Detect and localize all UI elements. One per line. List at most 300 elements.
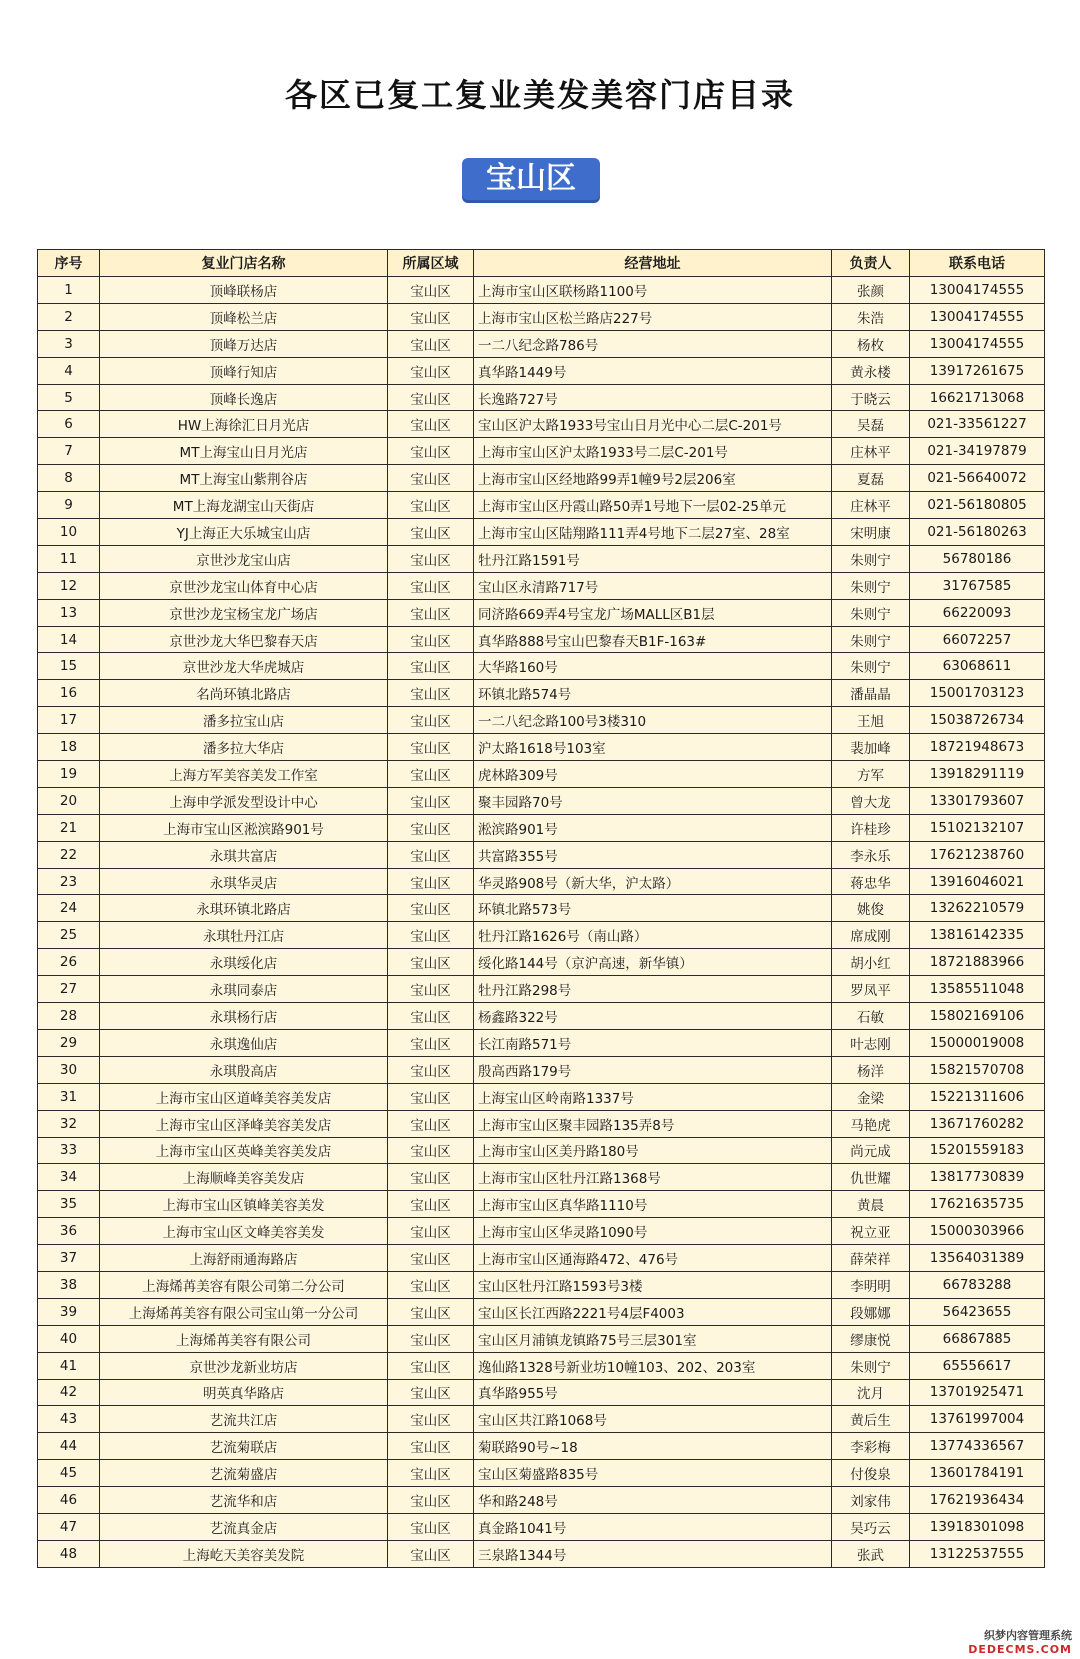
cell-store-name: 永琪华灵店: [100, 868, 388, 895]
cell-district: 宝山区: [388, 465, 474, 492]
cell-district: 宝山区: [388, 1056, 474, 1083]
table-row: [38, 1298, 1045, 1325]
cell-person: 缪康悦: [832, 1325, 910, 1352]
cell-store-name: HW上海徐汇日月光店: [100, 411, 388, 438]
cell-seq: 11: [38, 545, 100, 572]
header-store-name: 复业门店名称: [100, 250, 388, 277]
cell-seq: 13: [38, 599, 100, 626]
cell-seq: 34: [38, 1164, 100, 1191]
cell-seq: 9: [38, 492, 100, 519]
cell-person: 叶志刚: [832, 1029, 910, 1056]
table-row: [38, 545, 1045, 572]
cell-person: 仇世耀: [832, 1164, 910, 1191]
cell-seq: 5: [38, 384, 100, 411]
cell-district: 宝山区: [388, 1137, 474, 1164]
cell-person: 李彩梅: [832, 1433, 910, 1460]
cell-address: 逸仙路1328号新业坊10幢103、202、203室: [474, 1352, 832, 1379]
cell-person: 李永乐: [832, 841, 910, 868]
table-row: [38, 357, 1045, 384]
cell-phone: 17621635735: [910, 1191, 1045, 1218]
cell-district: 宝山区: [388, 868, 474, 895]
cell-person: 姚俊: [832, 895, 910, 922]
cell-district: 宝山区: [388, 787, 474, 814]
table-row: [38, 1406, 1045, 1433]
cell-seq: 31: [38, 1083, 100, 1110]
cell-person: 朱则宁: [832, 599, 910, 626]
cell-person: 朱浩: [832, 303, 910, 330]
cell-phone: 13601784191: [910, 1460, 1045, 1487]
cell-district: 宝山区: [388, 1164, 474, 1191]
cell-person: 朱则宁: [832, 545, 910, 572]
cell-phone: 13671760282: [910, 1110, 1045, 1137]
table-row: [38, 1083, 1045, 1110]
table-row: [38, 1218, 1045, 1245]
cell-phone: 021-33561227: [910, 411, 1045, 438]
cell-seq: 8: [38, 465, 100, 492]
cell-address: 真华路955号: [474, 1379, 832, 1406]
table-row: [38, 277, 1045, 304]
cell-person: 付俊泉: [832, 1460, 910, 1487]
cell-phone: 021-56180263: [910, 519, 1045, 546]
cell-seq: 17: [38, 707, 100, 734]
cell-phone: 66867885: [910, 1325, 1045, 1352]
cell-address: 上海市宝山区陆翔路111弄4号地下二层27室、28室: [474, 519, 832, 546]
table-row: [38, 868, 1045, 895]
cell-store-name: 上海烯苒美容有限公司宝山第一分公司: [100, 1298, 388, 1325]
cell-person: 吴磊: [832, 411, 910, 438]
cell-store-name: YJ上海正大乐城宝山店: [100, 519, 388, 546]
cell-store-name: 永琪共富店: [100, 841, 388, 868]
cell-phone: 13004174555: [910, 303, 1045, 330]
cell-person: 黄永楼: [832, 357, 910, 384]
cell-district: 宝山区: [388, 357, 474, 384]
cell-address: 虎林路309号: [474, 761, 832, 788]
cell-person: 庄林平: [832, 492, 910, 519]
cell-district: 宝山区: [388, 1298, 474, 1325]
page-title: 各区已复工复业美发美容门店目录: [284, 76, 795, 114]
cell-person: 黄后生: [832, 1406, 910, 1433]
cell-district: 宝山区: [388, 545, 474, 572]
table-row: [38, 1379, 1045, 1406]
cell-person: 段娜娜: [832, 1298, 910, 1325]
cell-address: 上海市宝山区聚丰园路135弄8号: [474, 1110, 832, 1137]
cell-district: 宝山区: [388, 277, 474, 304]
cell-address: 上海市宝山区真华路1110号: [474, 1191, 832, 1218]
table-row: [38, 1029, 1045, 1056]
cell-store-name: 上海烯苒美容有限公司: [100, 1325, 388, 1352]
cell-seq: 35: [38, 1191, 100, 1218]
table-row: [38, 895, 1045, 922]
cell-phone: 13004174555: [910, 277, 1045, 304]
cell-person: 吴巧云: [832, 1513, 910, 1540]
cell-store-name: MT上海宝山紫荆谷店: [100, 465, 388, 492]
table-row: [38, 465, 1045, 492]
cell-phone: 13817730839: [910, 1164, 1045, 1191]
cell-phone: 56423655: [910, 1298, 1045, 1325]
cell-store-name: 上海烯苒美容有限公司第二分公司: [100, 1271, 388, 1298]
cell-seq: 12: [38, 572, 100, 599]
cell-address: 牡丹江路298号: [474, 976, 832, 1003]
table-row: [38, 1164, 1045, 1191]
cell-seq: 6: [38, 411, 100, 438]
table-row: [38, 626, 1045, 653]
cell-phone: 16621713068: [910, 384, 1045, 411]
cell-district: 宝山区: [388, 1379, 474, 1406]
cell-district: 宝山区: [388, 949, 474, 976]
cell-person: 杨枚: [832, 330, 910, 357]
cell-store-name: 顶峰松兰店: [100, 303, 388, 330]
cell-phone: 66072257: [910, 626, 1045, 653]
cell-person: 罗凤平: [832, 976, 910, 1003]
cell-address: 沪太路1618号103室: [474, 734, 832, 761]
table-row: [38, 1540, 1045, 1567]
cell-store-name: 艺流真金店: [100, 1513, 388, 1540]
cell-seq: 36: [38, 1218, 100, 1245]
cell-store-name: 顶峰行知店: [100, 357, 388, 384]
cell-seq: 7: [38, 438, 100, 465]
cell-district: 宝山区: [388, 303, 474, 330]
cell-district: 宝山区: [388, 1191, 474, 1218]
store-directory-table: [37, 249, 1045, 1568]
cell-district: 宝山区: [388, 653, 474, 680]
cell-person: 席成刚: [832, 922, 910, 949]
cell-district: 宝山区: [388, 1460, 474, 1487]
cell-person: 薛荣祥: [832, 1245, 910, 1272]
cell-district: 宝山区: [388, 1540, 474, 1567]
cell-address: 宝山区牡丹江路1593号3楼: [474, 1271, 832, 1298]
cell-district: 宝山区: [388, 761, 474, 788]
cell-seq: 22: [38, 841, 100, 868]
cell-district: 宝山区: [388, 330, 474, 357]
cell-person: 许桂珍: [832, 814, 910, 841]
cell-person: 金梁: [832, 1083, 910, 1110]
cell-store-name: 上海屹天美容美发院: [100, 1540, 388, 1567]
cell-address: 环镇北路574号: [474, 680, 832, 707]
cell-address: 真华路1449号: [474, 357, 832, 384]
cell-phone: 56780186: [910, 545, 1045, 572]
cell-store-name: 京世沙龙宝山店: [100, 545, 388, 572]
cell-person: 李明明: [832, 1271, 910, 1298]
cell-store-name: 上海市宝山区文峰美容美发: [100, 1218, 388, 1245]
table-row: [38, 1137, 1045, 1164]
cell-store-name: MT上海宝山日月光店: [100, 438, 388, 465]
cell-seq: 16: [38, 680, 100, 707]
table-header-row: [38, 250, 1045, 277]
cell-store-name: 明英真华路店: [100, 1379, 388, 1406]
cell-store-name: 京世沙龙宝山体育中心店: [100, 572, 388, 599]
cell-store-name: 永琪同泰店: [100, 976, 388, 1003]
table-row: [38, 599, 1045, 626]
cell-phone: 13564031389: [910, 1245, 1045, 1272]
table-row: [38, 653, 1045, 680]
table-row: [38, 519, 1045, 546]
cell-store-name: 京世沙龙宝杨宝龙广场店: [100, 599, 388, 626]
cell-phone: 13701925471: [910, 1379, 1045, 1406]
cell-address: 华灵路908号（新大华，沪太路）: [474, 868, 832, 895]
cell-phone: 021-56640072: [910, 465, 1045, 492]
table-row: [38, 1433, 1045, 1460]
table-row: [38, 922, 1045, 949]
cell-phone: 66783288: [910, 1271, 1045, 1298]
cell-person: 刘家伟: [832, 1487, 910, 1514]
table-row: [38, 734, 1045, 761]
cell-seq: 24: [38, 895, 100, 922]
cell-store-name: 潘多拉宝山店: [100, 707, 388, 734]
cell-address: 长江南路571号: [474, 1029, 832, 1056]
cell-address: 宝山区沪太路1933号宝山日月光中心二层C-201号: [474, 411, 832, 438]
header-district: 所属区域: [388, 250, 474, 277]
table-row: [38, 1487, 1045, 1514]
watermark: [968, 1629, 1072, 1657]
cell-store-name: 京世沙龙大华巴黎春天店: [100, 626, 388, 653]
table-row: [38, 1056, 1045, 1083]
cell-district: 宝山区: [388, 1487, 474, 1514]
cell-address: 宝山区共江路1068号: [474, 1406, 832, 1433]
cell-store-name: 上海方军美容美发工作室: [100, 761, 388, 788]
cell-district: 宝山区: [388, 922, 474, 949]
cell-seq: 45: [38, 1460, 100, 1487]
cell-district: 宝山区: [388, 1245, 474, 1272]
cell-phone: 13761997004: [910, 1406, 1045, 1433]
cell-seq: 2: [38, 303, 100, 330]
cell-district: 宝山区: [388, 1218, 474, 1245]
cell-seq: 42: [38, 1379, 100, 1406]
cell-seq: 19: [38, 761, 100, 788]
cell-seq: 20: [38, 787, 100, 814]
cell-district: 宝山区: [388, 438, 474, 465]
cell-person: 石敏: [832, 1003, 910, 1030]
cell-seq: 41: [38, 1352, 100, 1379]
watermark-line1: 织梦内容管理系统: [984, 1629, 1072, 1642]
cell-person: 庄林平: [832, 438, 910, 465]
cell-seq: 46: [38, 1487, 100, 1514]
cell-store-name: 上海申学派发型设计中心: [100, 787, 388, 814]
table-row: [38, 384, 1045, 411]
cell-person: 于晓云: [832, 384, 910, 411]
cell-address: 聚丰园路70号: [474, 787, 832, 814]
cell-phone: 15221311606: [910, 1083, 1045, 1110]
cell-address: 上海市宝山区沪太路1933号二层C-201号: [474, 438, 832, 465]
table-row: [38, 976, 1045, 1003]
cell-district: 宝山区: [388, 895, 474, 922]
cell-person: 张颜: [832, 277, 910, 304]
cell-address: 上海市宝山区联杨路1100号: [474, 277, 832, 304]
cell-address: 绥化路144号（京沪高速，新华镇）: [474, 949, 832, 976]
table-row: [38, 761, 1045, 788]
cell-address: 长逸路727号: [474, 384, 832, 411]
cell-district: 宝山区: [388, 626, 474, 653]
cell-address: 三泉路1344号: [474, 1540, 832, 1567]
cell-person: 张武: [832, 1540, 910, 1567]
cell-address: 宝山区月浦镇龙镇路75号三层301室: [474, 1325, 832, 1352]
cell-seq: 18: [38, 734, 100, 761]
cell-phone: 021-56180805: [910, 492, 1045, 519]
cell-seq: 43: [38, 1406, 100, 1433]
cell-phone: 63068611: [910, 653, 1045, 680]
cell-district: 宝山区: [388, 1110, 474, 1137]
cell-district: 宝山区: [388, 1513, 474, 1540]
district-badge: 宝山区: [462, 158, 600, 200]
cell-store-name: 永琪殷高店: [100, 1056, 388, 1083]
cell-person: 夏磊: [832, 465, 910, 492]
cell-seq: 14: [38, 626, 100, 653]
cell-store-name: 艺流菊盛店: [100, 1460, 388, 1487]
cell-phone: 13585511048: [910, 976, 1045, 1003]
cell-person: 胡小红: [832, 949, 910, 976]
cell-person: 杨洋: [832, 1056, 910, 1083]
cell-phone: 13918301098: [910, 1513, 1045, 1540]
cell-seq: 30: [38, 1056, 100, 1083]
cell-person: 黄晨: [832, 1191, 910, 1218]
cell-seq: 38: [38, 1271, 100, 1298]
cell-phone: 17621936434: [910, 1487, 1045, 1514]
cell-address: 宝山区长江西路2221号4层F4003: [474, 1298, 832, 1325]
table-row: [38, 707, 1045, 734]
cell-store-name: 上海市宝山区淞滨路901号: [100, 814, 388, 841]
header-address: 经营地址: [474, 250, 832, 277]
cell-person: 潘晶晶: [832, 680, 910, 707]
cell-phone: 13816142335: [910, 922, 1045, 949]
cell-phone: 13122537555: [910, 1540, 1045, 1567]
cell-store-name: 上海顺峰美容美发店: [100, 1164, 388, 1191]
cell-address: 上海市宝山区松兰路店227号: [474, 303, 832, 330]
cell-district: 宝山区: [388, 1325, 474, 1352]
cell-seq: 28: [38, 1003, 100, 1030]
cell-address: 真华路888号宝山巴黎春天B1F-163#: [474, 626, 832, 653]
cell-store-name: 上海舒雨通海路店: [100, 1245, 388, 1272]
cell-district: 宝山区: [388, 1352, 474, 1379]
cell-phone: 15038726734: [910, 707, 1045, 734]
cell-district: 宝山区: [388, 734, 474, 761]
cell-person: 朱则宁: [832, 572, 910, 599]
cell-seq: 26: [38, 949, 100, 976]
cell-phone: 66220093: [910, 599, 1045, 626]
table-body: [38, 277, 1045, 1568]
cell-district: 宝山区: [388, 1003, 474, 1030]
cell-address: 牡丹江路1626号（南山路）: [474, 922, 832, 949]
cell-person: 王旭: [832, 707, 910, 734]
cell-store-name: 上海市宝山区泽峰美容美发店: [100, 1110, 388, 1137]
cell-phone: 15802169106: [910, 1003, 1045, 1030]
cell-seq: 37: [38, 1245, 100, 1272]
cell-district: 宝山区: [388, 411, 474, 438]
cell-person: 宋明康: [832, 519, 910, 546]
table-row: [38, 1003, 1045, 1030]
cell-seq: 4: [38, 357, 100, 384]
cell-phone: 18721948673: [910, 734, 1045, 761]
cell-store-name: 上海市宝山区镇峰美容美发: [100, 1191, 388, 1218]
cell-store-name: 艺流华和店: [100, 1487, 388, 1514]
table-row: [38, 303, 1045, 330]
cell-seq: 25: [38, 922, 100, 949]
cell-phone: 18721883966: [910, 949, 1045, 976]
cell-phone: 13917261675: [910, 357, 1045, 384]
cell-address: 大华路160号: [474, 653, 832, 680]
header-person: 负责人: [832, 250, 910, 277]
cell-seq: 21: [38, 814, 100, 841]
cell-address: 上海市宝山区牡丹江路1368号: [474, 1164, 832, 1191]
cell-address: 牡丹江路1591号: [474, 545, 832, 572]
cell-district: 宝山区: [388, 1406, 474, 1433]
cell-seq: 32: [38, 1110, 100, 1137]
cell-district: 宝山区: [388, 680, 474, 707]
table-row: [38, 680, 1045, 707]
header-seq: 序号: [38, 250, 100, 277]
cell-store-name: 京世沙龙新业坊店: [100, 1352, 388, 1379]
cell-district: 宝山区: [388, 707, 474, 734]
cell-address: 上海市宝山区丹霞山路50弄1号地下一层02-25单元: [474, 492, 832, 519]
cell-address: 淞滨路901号: [474, 814, 832, 841]
cell-person: 尚元成: [832, 1137, 910, 1164]
cell-store-name: 名尚环镇北路店: [100, 680, 388, 707]
table-row: [38, 1271, 1045, 1298]
table-row: [38, 438, 1045, 465]
cell-store-name: 潘多拉大华店: [100, 734, 388, 761]
cell-store-name: 永琪逸仙店: [100, 1029, 388, 1056]
cell-phone: 15000303966: [910, 1218, 1045, 1245]
cell-store-name: 京世沙龙大华虎城店: [100, 653, 388, 680]
cell-store-name: 永琪杨行店: [100, 1003, 388, 1030]
table-row: [38, 1460, 1045, 1487]
table-row: [38, 572, 1045, 599]
cell-address: 一二八纪念路100号3楼310: [474, 707, 832, 734]
watermark-line2: DEDECMS.COM: [968, 1643, 1072, 1656]
cell-phone: 15201559183: [910, 1137, 1045, 1164]
cell-person: 朱则宁: [832, 1352, 910, 1379]
cell-phone: 13918291119: [910, 761, 1045, 788]
cell-seq: 27: [38, 976, 100, 1003]
cell-district: 宝山区: [388, 492, 474, 519]
cell-store-name: 永琪环镇北路店: [100, 895, 388, 922]
table-row: [38, 787, 1045, 814]
cell-seq: 47: [38, 1513, 100, 1540]
cell-phone: 13774336567: [910, 1433, 1045, 1460]
header-phone: 联系电话: [910, 250, 1045, 277]
table-row: [38, 841, 1045, 868]
cell-phone: 15001703123: [910, 680, 1045, 707]
table-row: [38, 1191, 1045, 1218]
cell-district: 宝山区: [388, 1083, 474, 1110]
cell-district: 宝山区: [388, 384, 474, 411]
cell-district: 宝山区: [388, 599, 474, 626]
table-row: [38, 1325, 1045, 1352]
cell-seq: 3: [38, 330, 100, 357]
cell-district: 宝山区: [388, 1029, 474, 1056]
cell-seq: 15: [38, 653, 100, 680]
cell-store-name: 永琪绥化店: [100, 949, 388, 976]
cell-phone: 13301793607: [910, 787, 1045, 814]
cell-store-name: MT上海龙湖宝山天街店: [100, 492, 388, 519]
cell-person: 朱则宁: [832, 653, 910, 680]
cell-seq: 10: [38, 519, 100, 546]
cell-phone: 15000019008: [910, 1029, 1045, 1056]
table-row: [38, 814, 1045, 841]
table-row: [38, 330, 1045, 357]
cell-phone: 15821570708: [910, 1056, 1045, 1083]
cell-seq: 44: [38, 1433, 100, 1460]
table-row: [38, 492, 1045, 519]
cell-district: 宝山区: [388, 1433, 474, 1460]
cell-store-name: 艺流菊联店: [100, 1433, 388, 1460]
cell-phone: 13262210579: [910, 895, 1045, 922]
cell-store-name: 顶峰长逸店: [100, 384, 388, 411]
cell-person: 朱则宁: [832, 626, 910, 653]
cell-store-name: 上海市宝山区英峰美容美发店: [100, 1137, 388, 1164]
cell-person: 祝立亚: [832, 1218, 910, 1245]
cell-phone: 31767585: [910, 572, 1045, 599]
cell-address: 上海宝山区岭南路1337号: [474, 1083, 832, 1110]
table-row: [38, 1245, 1045, 1272]
